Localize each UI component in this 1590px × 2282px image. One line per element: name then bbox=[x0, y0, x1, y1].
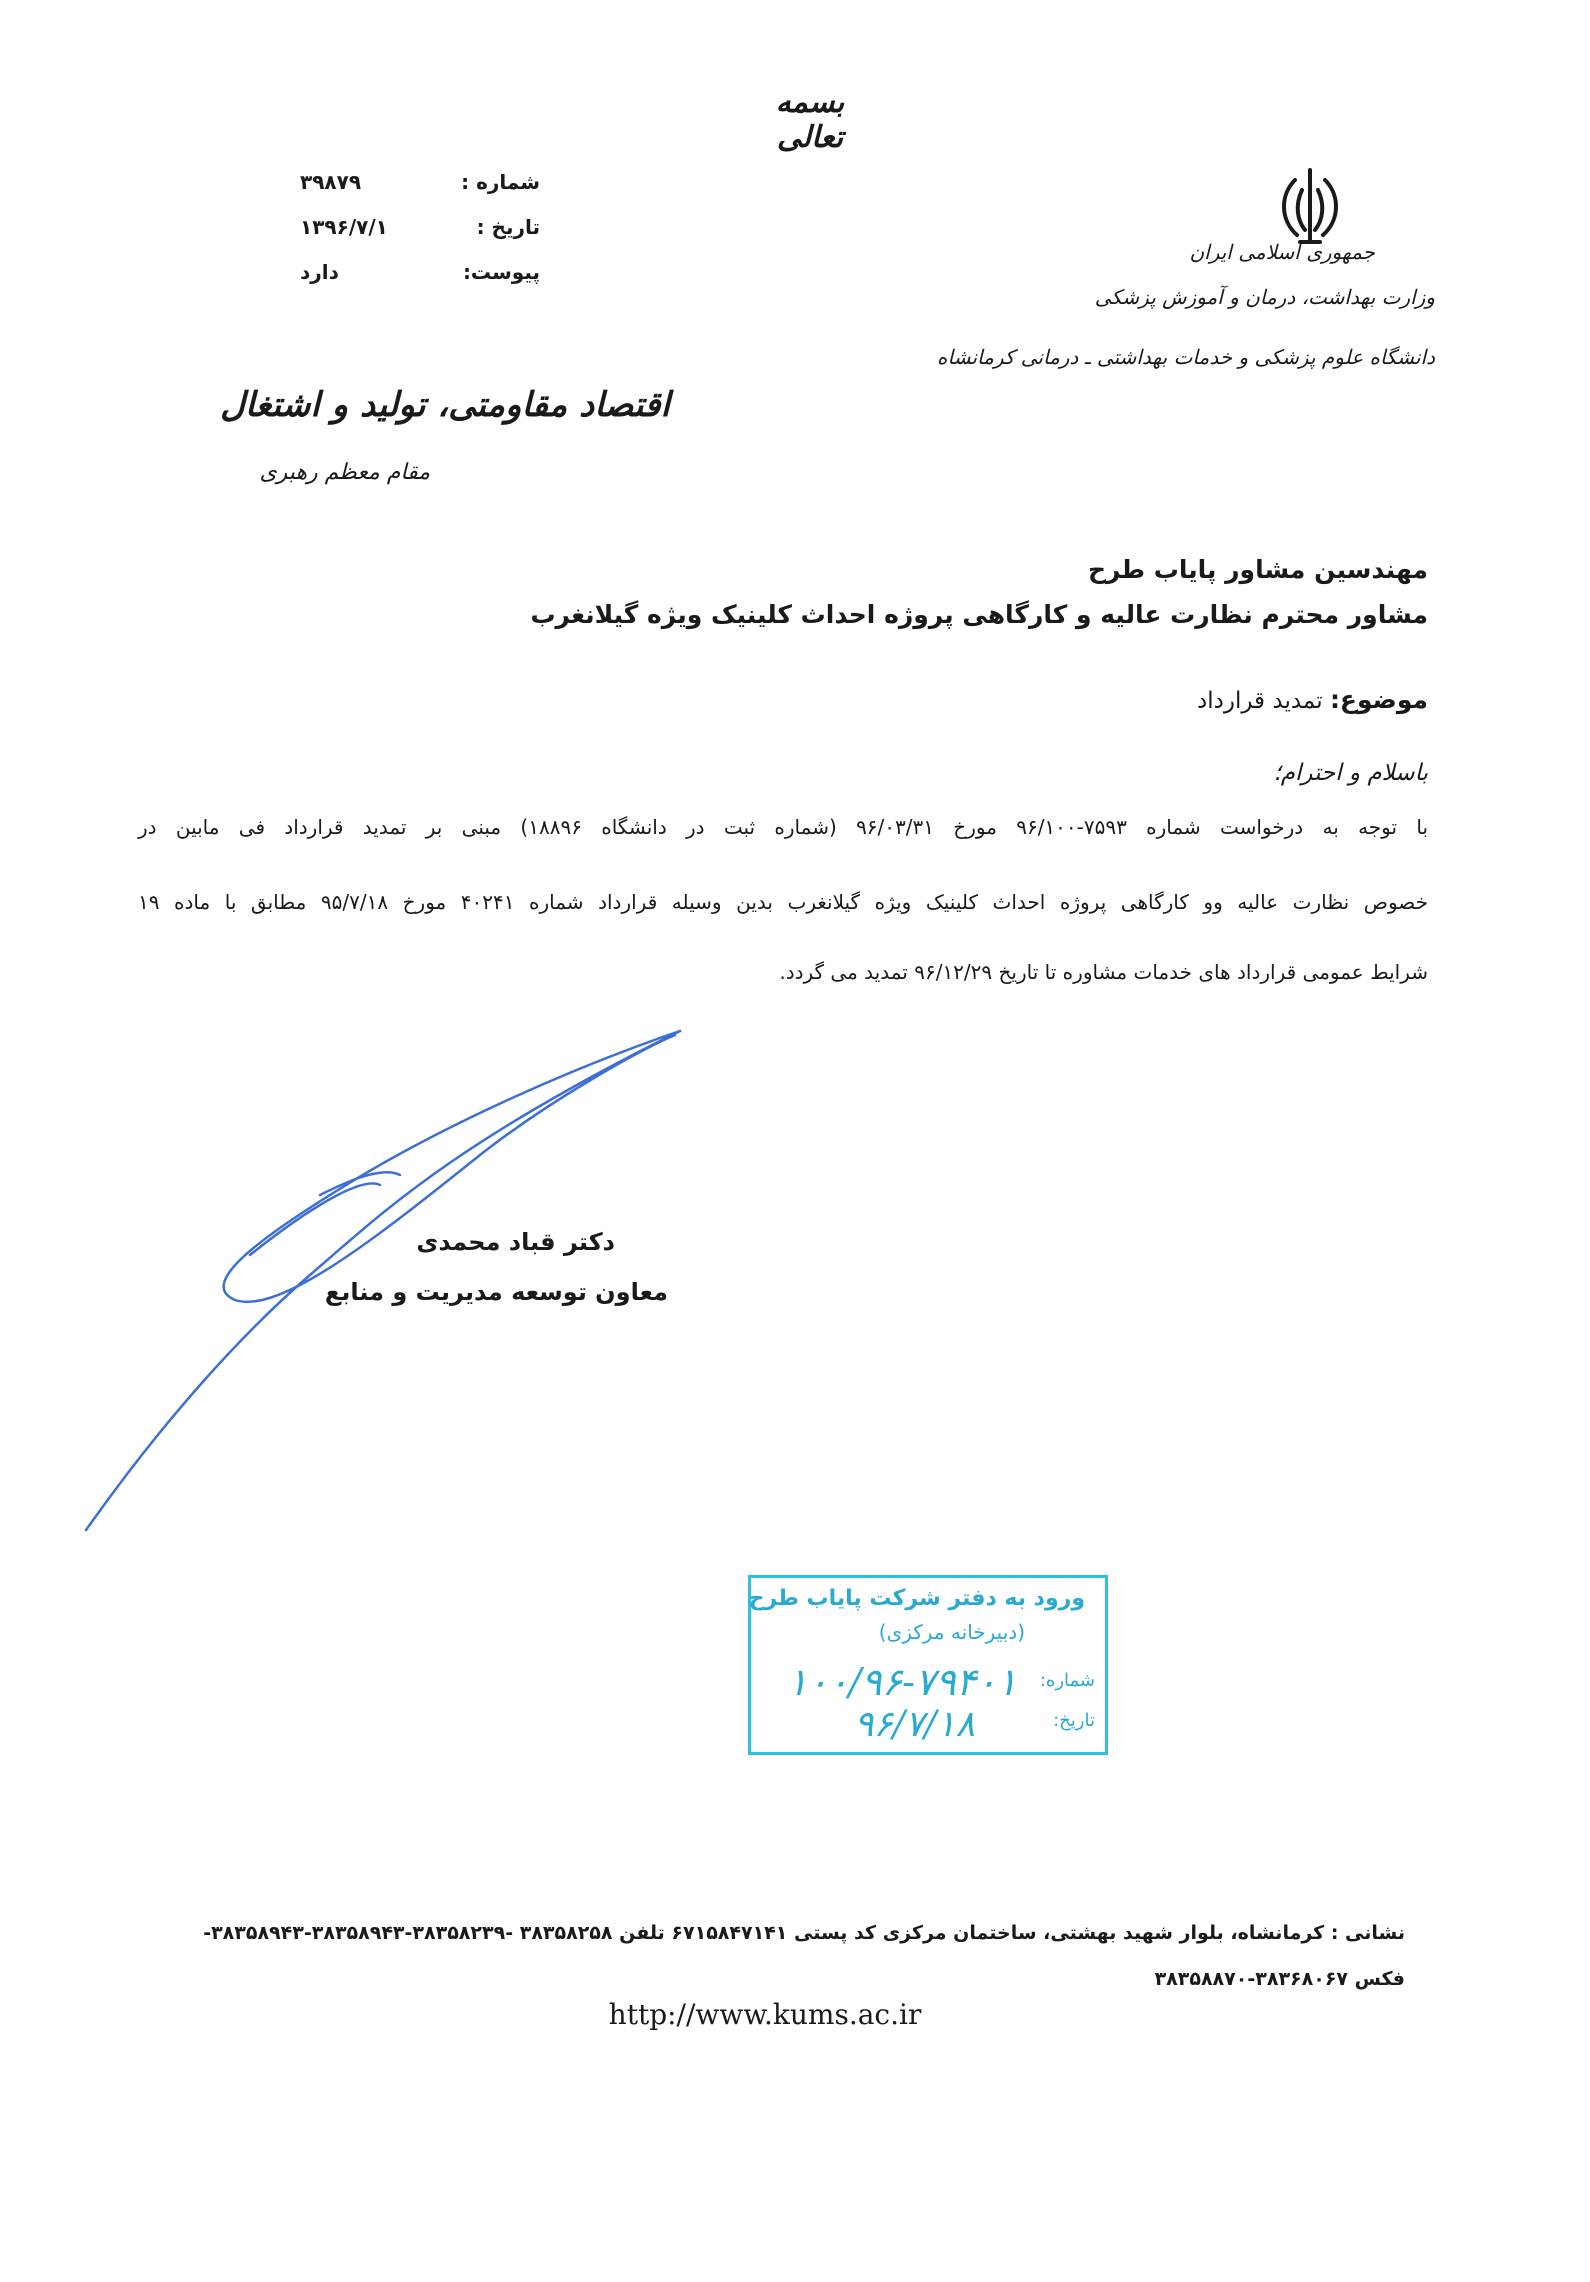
stamp-title: ورود به دفتر شرکت پایاب طرح bbox=[748, 1586, 1085, 1611]
footer-website-link[interactable]: http://www.kums.ac.ir bbox=[608, 1998, 922, 2031]
greeting: باسلام و احترام؛ bbox=[1273, 760, 1428, 786]
stamp-number-label: شماره: bbox=[1039, 1670, 1095, 1691]
letter-date-value: ۱۳۹۶/۷/۱ bbox=[300, 215, 388, 239]
body-paragraph-line-2: خصوص نظارت عالیه وو کارگاهی پروژه احداث کلینیک ویژه گیلانغرب بدین وسیله قرارداد شماره ۴۰۲۴۱ مورخ ۹۵/۷/۱۸ مطابق با ماده ۱۹ bbox=[138, 890, 1428, 914]
letter-number-value: ۳۹۸۷۹ bbox=[300, 170, 362, 194]
letterhead-country: جمهوری اسلامی ایران bbox=[1189, 240, 1375, 264]
body-paragraph-line-3: شرایط عمومی قرارداد های خدمات مشاوره تا تاریخ ۹۶/۱۲/۲۹ تمدید می گردد. bbox=[779, 960, 1428, 984]
addressee-company: مهندسین مشاور پایاب طرح bbox=[1087, 555, 1428, 584]
letter-attachment-row bbox=[300, 260, 540, 284]
receipt-stamp bbox=[748, 1575, 1108, 1755]
letter-number-row bbox=[300, 170, 540, 194]
body-paragraph-line-1: با توجه به درخواست شماره ۷۵۹۳-۹۶/۱۰۰ مورخ ۹۶/۰۳/۳۱ (شماره ثبت در دانشگاه ۱۸۸۹۶) مبنی بر تمدید قرارداد فی مابین در bbox=[138, 815, 1429, 839]
basmala-heading: بسمه تعالی bbox=[775, 85, 845, 155]
year-slogan: اقتصاد مقاومتی، تولید و اشتغال bbox=[220, 385, 670, 425]
signer-title: معاون توسعه مدیریت و منابع bbox=[324, 1278, 668, 1306]
iran-emblem-icon bbox=[1265, 160, 1355, 250]
subject-line bbox=[1197, 685, 1428, 714]
subject-label: موضوع: bbox=[1329, 685, 1428, 714]
slogan-attribution: مقام معظم رهبری bbox=[259, 460, 430, 485]
stamp-date-label: تاریخ: bbox=[1053, 1710, 1095, 1731]
footer-address: نشانی : کرمانشاه، بلوار شهید بهشتی، ساختمان مرکزی کد پستی ۶۷۱۵۸۴۷۱۴۱ تلفن ۳۸۳۵۸۲۵۸ -۳۸۳۵۸۲۳۹-۳۸۳۵۸۹۴۳-۳۸۳۵۸۹۴۳- فکس ۳۸۳۶۸۰۶۷-۳۸۳۵۸۸۷۰ bbox=[203, 1922, 1405, 1990]
signer-name: دکتر قباد محمدی bbox=[416, 1228, 615, 1256]
letter-attachment-value: دارد bbox=[300, 260, 339, 284]
letter-date-label: تاریخ : bbox=[476, 215, 540, 239]
stamp-number-value: ۱۰۰/۹۶-۷۹۴۰۱ bbox=[787, 1660, 1017, 1704]
letter-attachment-label: پیوست: bbox=[462, 260, 540, 284]
letterhead-university: دانشگاه علوم پزشکی و خدمات بهداشتی ـ درمانی کرمانشاه bbox=[937, 345, 1435, 369]
stamp-date-value: ۹۶/۷/۱۸ bbox=[854, 1704, 975, 1745]
letterhead-ministry: وزارت بهداشت، درمان و آموزش پزشکی bbox=[1094, 285, 1435, 309]
stamp-subtitle: (دبیرخانه مرکزی) bbox=[878, 1620, 1025, 1644]
subject-value: تمدید قرارداد bbox=[1197, 688, 1323, 714]
addressee-role: مشاور محترم نظارت عالیه و کارگاهی پروژه احداث کلینیک ویژه گیلانغرب bbox=[530, 600, 1428, 629]
letter-number-label: شماره : bbox=[461, 170, 540, 194]
letter-date-row bbox=[300, 215, 540, 239]
